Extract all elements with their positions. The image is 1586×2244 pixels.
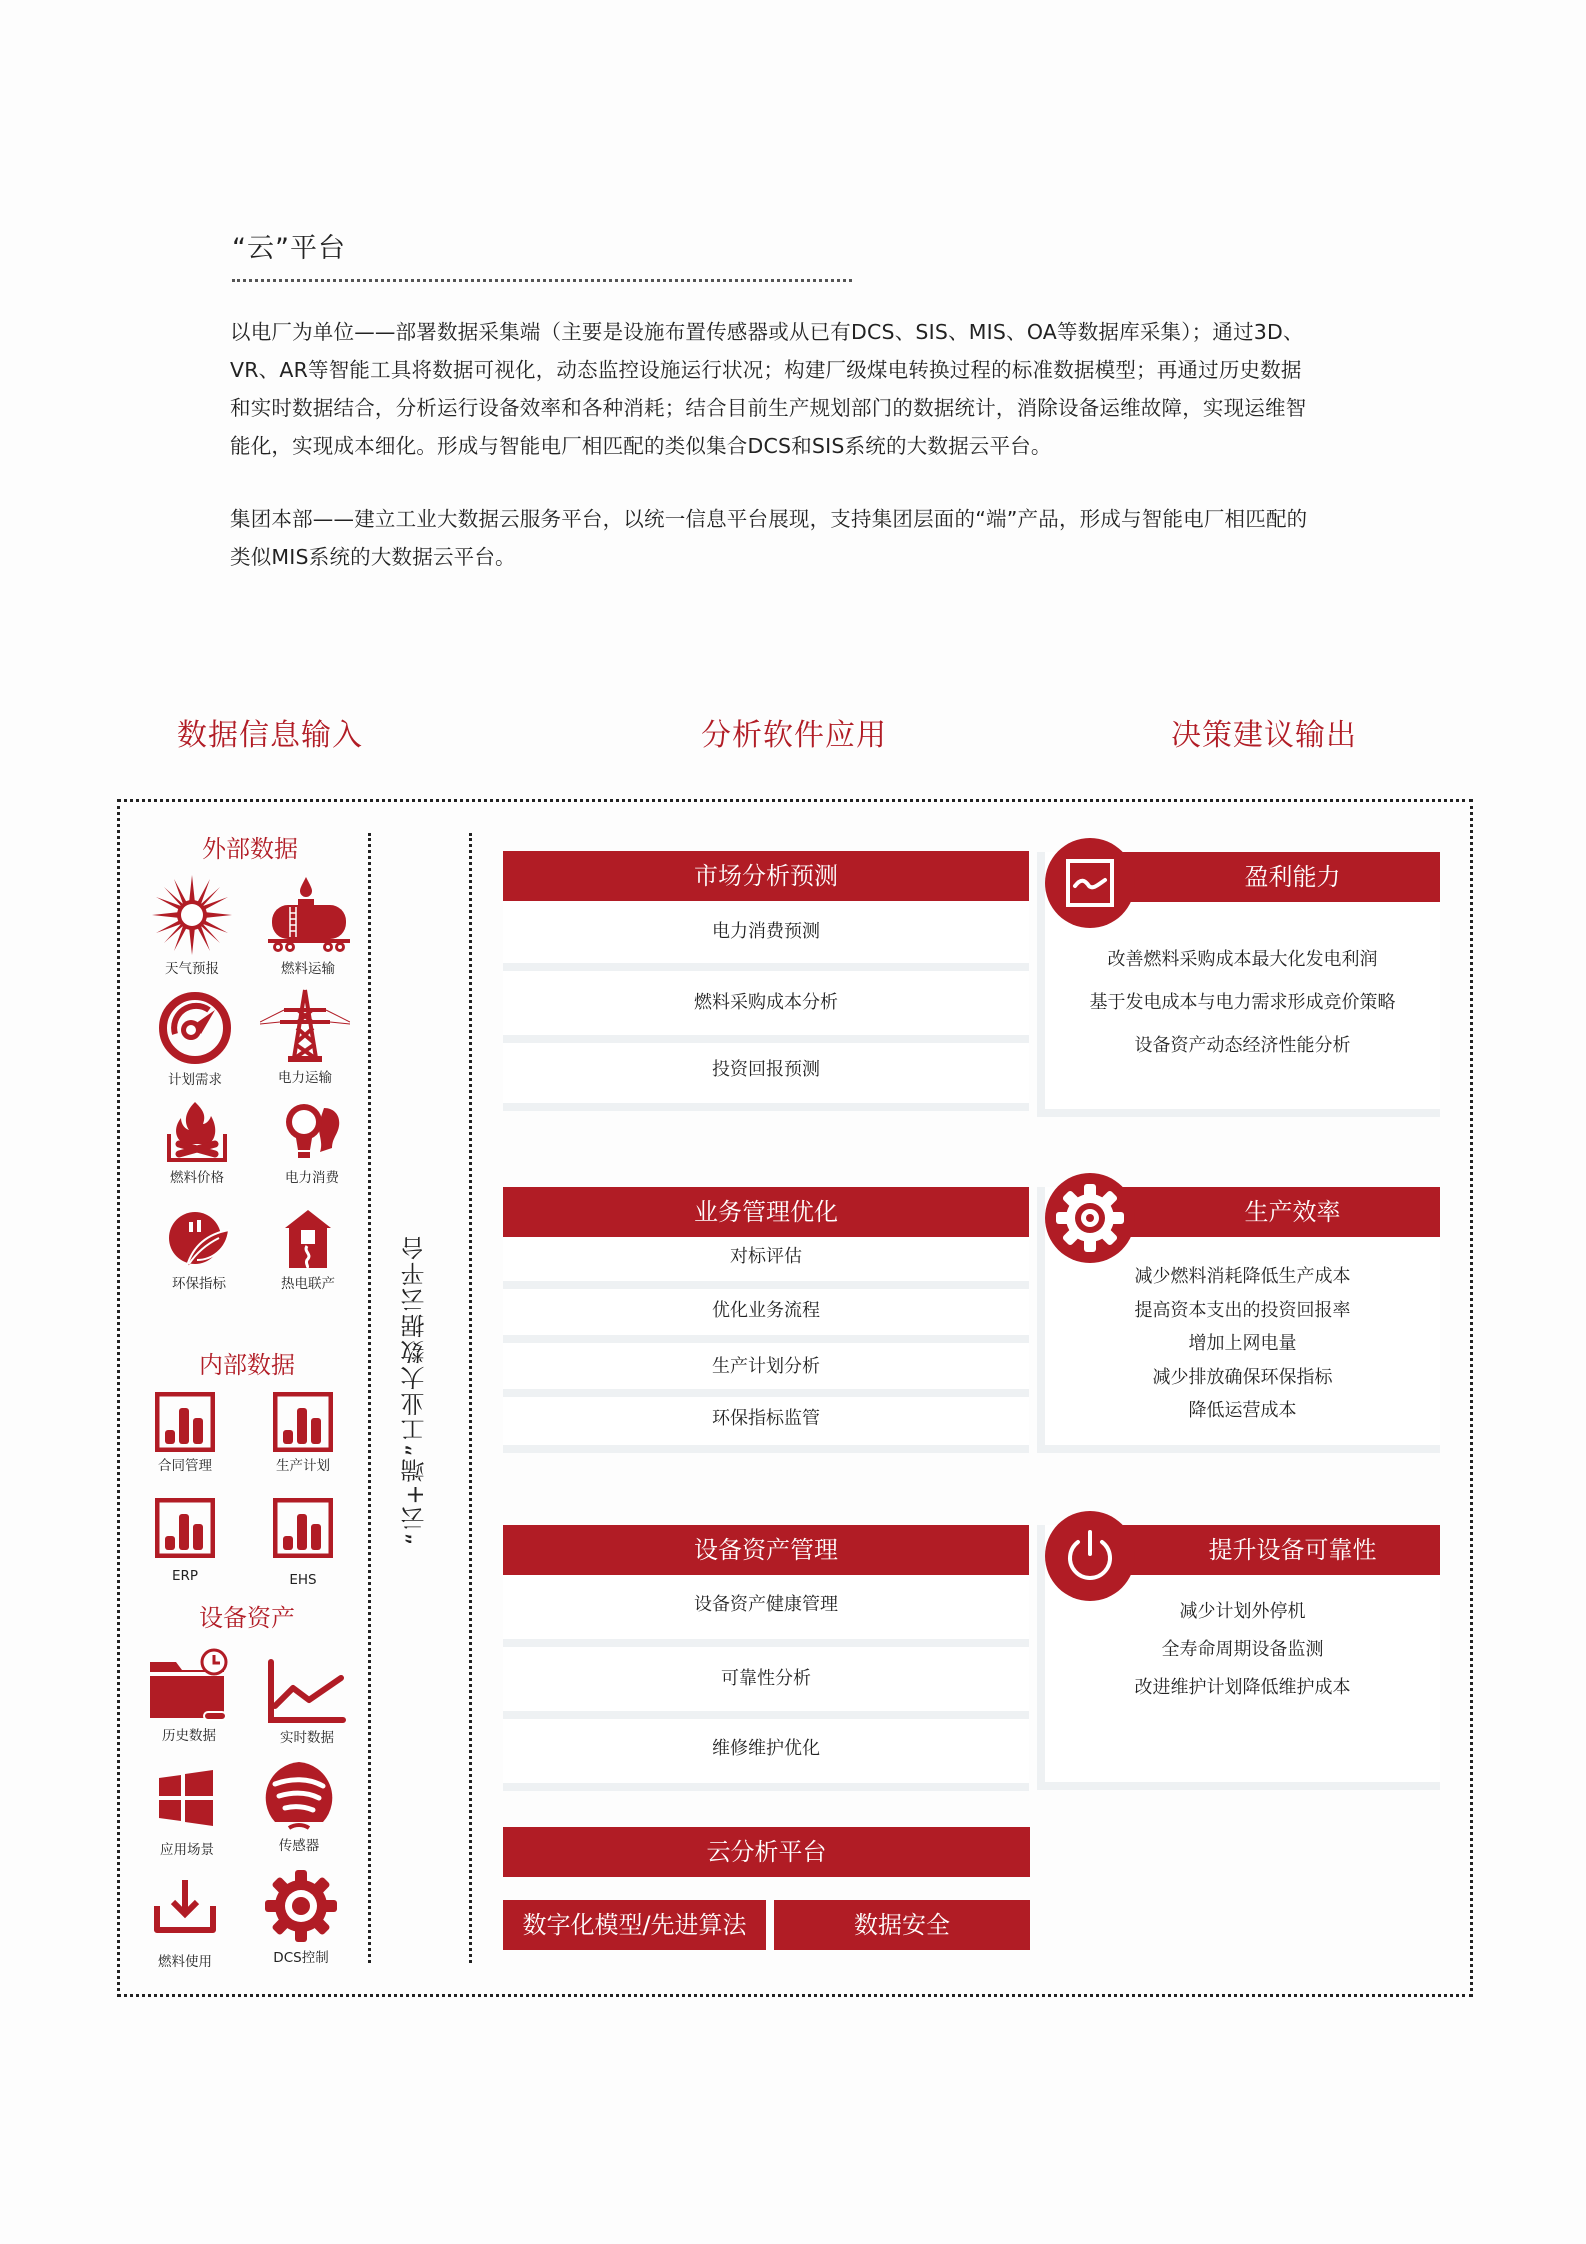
input-item-plan-demand: [140, 990, 250, 1088]
folder-clock-icon: [148, 1648, 230, 1722]
trend-chart-icon: [1065, 858, 1115, 908]
input-item-erp: [130, 1498, 240, 1584]
input-item-realtime-data: [252, 1658, 362, 1746]
analysis-row: 电力消费预测: [503, 901, 1029, 971]
icon-label: 热电联产: [281, 1276, 335, 1292]
column-heading-input: 数据信息输入: [177, 718, 363, 753]
analysis-row: 燃料采购成本分析: [503, 971, 1029, 1043]
icon-label: 燃料运输: [281, 961, 335, 977]
icon-label: 天气预报: [165, 961, 219, 977]
gear-icon: [263, 1868, 339, 1944]
input-item-ehs: [248, 1498, 358, 1588]
input-item-history-data: [134, 1648, 244, 1744]
house-heat-icon: [283, 1208, 333, 1270]
analysis-row: 维修维护优化: [503, 1719, 1029, 1791]
output-card-title: 生产效率: [1105, 1187, 1440, 1237]
output-card-title: 盈利能力: [1105, 852, 1440, 902]
icon-label: EHS: [289, 1572, 317, 1588]
group-title-internal: 内部数据: [199, 1351, 295, 1379]
input-item-power-consumption: [257, 1100, 367, 1186]
analysis-row: 优化业务流程: [503, 1289, 1029, 1343]
leaf-factory-icon: [167, 1210, 231, 1270]
output-card-profit: [1037, 852, 1440, 1117]
analysis-row: 可靠性分析: [503, 1647, 1029, 1719]
sun-icon: [152, 875, 232, 955]
output-card-reliability: [1037, 1525, 1440, 1790]
icon-label: 生产计划: [276, 1458, 330, 1474]
output-line: 降低运营成本: [1188, 1400, 1297, 1421]
icon-label: 历史数据: [162, 1728, 216, 1744]
output-card-lines: [1045, 1593, 1440, 1707]
bar-chart-icon: [155, 1392, 215, 1452]
input-item-sensor: [244, 1760, 354, 1854]
analysis-row: 对标评估: [503, 1237, 1029, 1289]
input-item-weather: [137, 875, 247, 977]
output-card-lines: [1045, 1260, 1440, 1428]
group-title-external: 外部数据: [202, 835, 298, 863]
download-icon: [153, 1876, 217, 1936]
icon-label: 应用场景: [160, 1842, 214, 1858]
output-line: 增加上网电量: [1188, 1333, 1297, 1354]
icon-label: 燃料价格: [170, 1170, 224, 1186]
output-line: 减少计划外停机: [1179, 1601, 1306, 1622]
cloud-platform-title: 云分析平台: [503, 1827, 1030, 1877]
power-icon: [1062, 1528, 1118, 1584]
output-card-badge: [1045, 1173, 1135, 1263]
input-item-app-scene: [132, 1770, 242, 1858]
input-item-contract: [130, 1392, 240, 1474]
output-line: 全寿命周期设备监测: [1161, 1639, 1324, 1660]
output-line: 提高资本支出的投资回报率: [1134, 1299, 1351, 1321]
analysis-card-market: [503, 851, 1029, 1111]
icon-label: 环保指标: [172, 1276, 226, 1292]
icon-label: 实时数据: [280, 1730, 334, 1746]
group-title-equipment: 设备资产: [199, 1604, 295, 1632]
output-card-title: 提升设备可靠性: [1105, 1525, 1440, 1575]
analysis-card-title: 设备资产管理: [503, 1525, 1029, 1575]
analysis-row: 设备资产健康管理: [503, 1575, 1029, 1647]
input-item-power-transport: [250, 988, 360, 1086]
column-heading-analysis: 分析软件应用: [701, 718, 887, 753]
output-line: 基于发电成本与电力需求形成竞价策略: [1089, 992, 1396, 1013]
divider-line: [469, 833, 472, 1963]
output-card-lines: [1045, 938, 1440, 1067]
icon-label: DCS控制: [273, 1950, 329, 1966]
power-tower-icon: [260, 988, 350, 1064]
icon-label: 传感器: [278, 1838, 320, 1854]
platform-label: “云+端”工业大数据云平台: [401, 1234, 429, 1546]
analysis-row: 环保指标监管: [503, 1397, 1029, 1453]
output-card-badge: [1045, 838, 1135, 928]
bulb-icon: [280, 1100, 344, 1164]
tank-car-icon: [266, 875, 350, 955]
input-item-dcs-control: [246, 1868, 356, 1966]
bar-chart-icon: [273, 1498, 333, 1558]
divider-line: [368, 833, 371, 1963]
input-item-chp: [253, 1208, 363, 1292]
output-line: 改善燃料采购成本最大化发电利润: [1107, 949, 1378, 970]
column-heading-output: 决策建议输出: [1171, 718, 1357, 753]
icon-label: 燃料使用: [158, 1954, 212, 1970]
analysis-row: 投资回报预测: [503, 1043, 1029, 1111]
section-title: “云”平台: [232, 233, 346, 264]
windows-icon: [157, 1770, 217, 1826]
output-line: 减少排放确保环保指标: [1152, 1366, 1333, 1388]
output-line: 减少燃料消耗降低生产成本: [1134, 1266, 1351, 1287]
paragraph-plant: 以电厂为单位——部署数据采集端（主要是设施布置传感器或从已有DCS、SIS、MIS、OA等数据库采集）；通过3D、VR、AR等智能工具将数据可视化，动态监控设施运行状况；构建厂级煤电转换过程的标准数据模型；再通过历史数据和实时数据结合，分析运行设备效率和各种消耗；结合目前生产规划部门的数据统计，消除设备运维故障，实现运维智能化，实现成本细化。形成与智能电厂相匹配的类似集合DCS和SIS系统的大数据云平台。: [230, 320, 1307, 458]
input-item-env-index: [144, 1210, 254, 1292]
input-item-fuel-usage: [130, 1876, 240, 1970]
bar-chart-icon: [155, 1498, 215, 1558]
icon-label: 电力消费: [285, 1170, 339, 1186]
input-item-production-plan: [248, 1392, 358, 1474]
icon-label: 电力运输: [278, 1070, 332, 1086]
bar-chart-icon: [273, 1392, 333, 1452]
analysis-card-title: 市场分析预测: [503, 851, 1029, 901]
paragraph-group: 集团本部——建立工业大数据云服务平台，以统一信息平台展现，支持集团层面的“端”产品，形成与智能电厂相匹配的类似MIS系统的大数据云平台。: [230, 507, 1308, 569]
fire-icon: [165, 1100, 229, 1164]
gear-icon: [1052, 1180, 1128, 1256]
icon-label: 合同管理: [158, 1458, 212, 1474]
input-item-fuel-transport: [253, 875, 363, 977]
analysis-row: 生产计划分析: [503, 1343, 1029, 1397]
icon-label: 计划需求: [168, 1072, 222, 1088]
icon-label: ERP: [171, 1568, 199, 1584]
analysis-card-business: [503, 1187, 1029, 1453]
line-chart-icon: [267, 1658, 347, 1724]
output-line: 改进维护计划降低维护成本: [1134, 1677, 1351, 1698]
input-item-fuel-price: [142, 1100, 252, 1186]
sensor-icon: [261, 1760, 337, 1832]
gauge-icon: [157, 990, 233, 1066]
cloud-item-model: 数字化模型/先进算法: [503, 1900, 766, 1950]
output-line: 设备资产动态经济性能分析: [1134, 1035, 1351, 1056]
output-card-efficiency: [1037, 1187, 1440, 1453]
cloud-item-security: 数据安全: [774, 1900, 1030, 1950]
analysis-card-title: 业务管理优化: [503, 1187, 1029, 1237]
output-card-badge: [1045, 1511, 1135, 1601]
analysis-card-asset: [503, 1525, 1029, 1791]
title-divider: [232, 279, 852, 282]
